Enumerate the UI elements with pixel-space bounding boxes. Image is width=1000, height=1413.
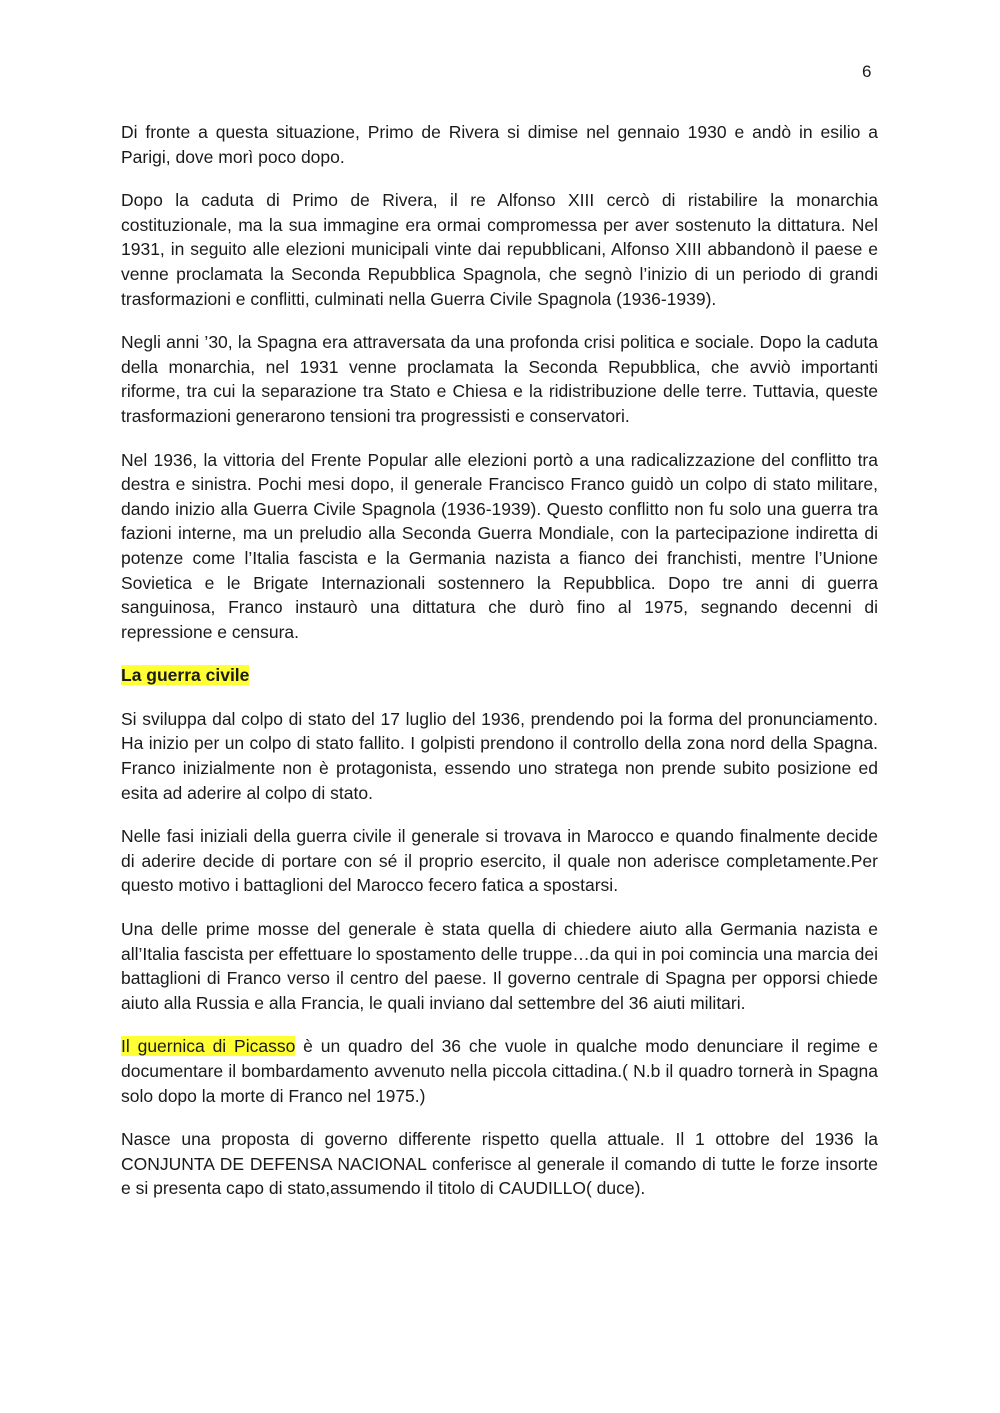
guernica-text: è un quadro del 36 che vuole in qualche modo denunciare il regime e documentare il bombardamento avvenuto nella piccola cittadina.( N.b il quadro tornerà in Spagna solo dopo la morte di Franco nel 1975.)	[121, 1036, 878, 1106]
paragraph-alfonso-xiii: Dopo la caduta di Primo de Rivera, il re Alfonso XIII cercò di ristabilire la monarchia costituzionale, ma la sua immagine era ormai compromessa per aver sostenuto la dittatura. Nel 1931, in seguito alle elezioni municipali vinte dai repubblicani, Alfonso XIII abbandonò il paese e venne proclamata la Seconda Repubblica Spagnola, che segnò l’inizio di un periodo di grandi trasformazioni e conflitti, culminati nella Guerra Civile Spagnola (1936-1939).	[121, 190, 878, 309]
paragraph-anni-30: Negli anni ’30, la Spagna era attraversata da una profonda crisi politica e sociale. Dopo la caduta della monarchia, nel 1931 venne proclamata la Seconda Repubblica, che avviò importanti riforme, tra cui la separazione tra Stato e Chiesa e la ridistribuzione delle terre. Tuttavia, queste trasformazioni generarono tensioni tra progressisti e conservatori.	[121, 332, 878, 426]
paragraph-guernica	[121, 1034, 878, 1108]
paragraph-frente-popular: Nel 1936, la vittoria del Frente Popular alle elezioni portò a una radicalizzazione del conflitto tra destra e sinistra. Pochi mesi dopo, il generale Francisco Franco guidò un colpo di stato militare, dando inizio alla Guerra Civile Spagnola (1936-1939). Questo conflitto non fu solo una guerra tra fazioni interne, ma un preludio alla Seconda Guerra Mondiale, con la partecipazione indiretta di potenze come l’Italia fascista e la Germania nazista a fianco dei franchisti, mentre l’Unione Sovietica e le Brigate Internazionali sostennero la Repubblica. Dopo tre anni di guerra sanguinosa, Franco instaurò una dittatura che durò fino al 1975, segnando decenni di repressione e censura.	[121, 449, 878, 642]
paragraph-caudillo: Nasce una proposta di governo differente rispetto quella attuale. Il 1 ottobre del 1936 la CONJUNTA DE DEFENSA NACIONAL conferisce al generale il comando di tutte le forze insorte e si presenta capo di stato,assumendo il titolo di CAUDILLO( duce).	[121, 1129, 878, 1199]
paragraph-colpo-di-stato: Si sviluppa dal colpo di stato del 17 luglio del 1936, prendendo poi la forma del pronunciamento. Ha inizio per un colpo di stato fallito. I golpisti prendono il controllo della zona nord della Spagna. Franco inizialmente non è protagonista, essendo uno stratega non prende subito posizione ed esita ad aderire al colpo di stato.	[121, 708, 878, 803]
paragraph-primo-de-rivera-exile: Di fronte a questa situazione, Primo de Rivera si dimise nel gennaio 1930 e andò in esilio a Parigi, dove morì poco dopo.	[121, 122, 878, 167]
section-heading	[121, 663, 878, 688]
paragraph-prime-mosse: Una delle prime mosse del generale è stata quella di chiedere aiuto alla Germania nazista e all’Italia fascista per effettuare lo spostamento delle truppe…da qui in poi comincia una marcia dei battaglioni di Franco verso il centro del paese. Il governo centrale di Spagna per opporsi chiede aiuto alla Russia e alla Francia, le quali inviano dal settembre del 36 aiuti militari.	[121, 919, 878, 1013]
guernica-highlight: Il guernica di Picasso	[121, 1036, 296, 1057]
paragraph-marocco: Nelle fasi iniziali della guerra civile il generale si trovava in Marocco e quando finalmente decide di aderire decide di portare con sé il proprio esercito, il quale non aderisce completamente.Per questo motivo i battaglioni del Marocco fecero fatica a spostarsi.	[121, 826, 878, 896]
page-number: 6	[862, 62, 872, 81]
document-body	[121, 120, 878, 1220]
section-heading-highlight: La guerra civile	[121, 665, 250, 686]
